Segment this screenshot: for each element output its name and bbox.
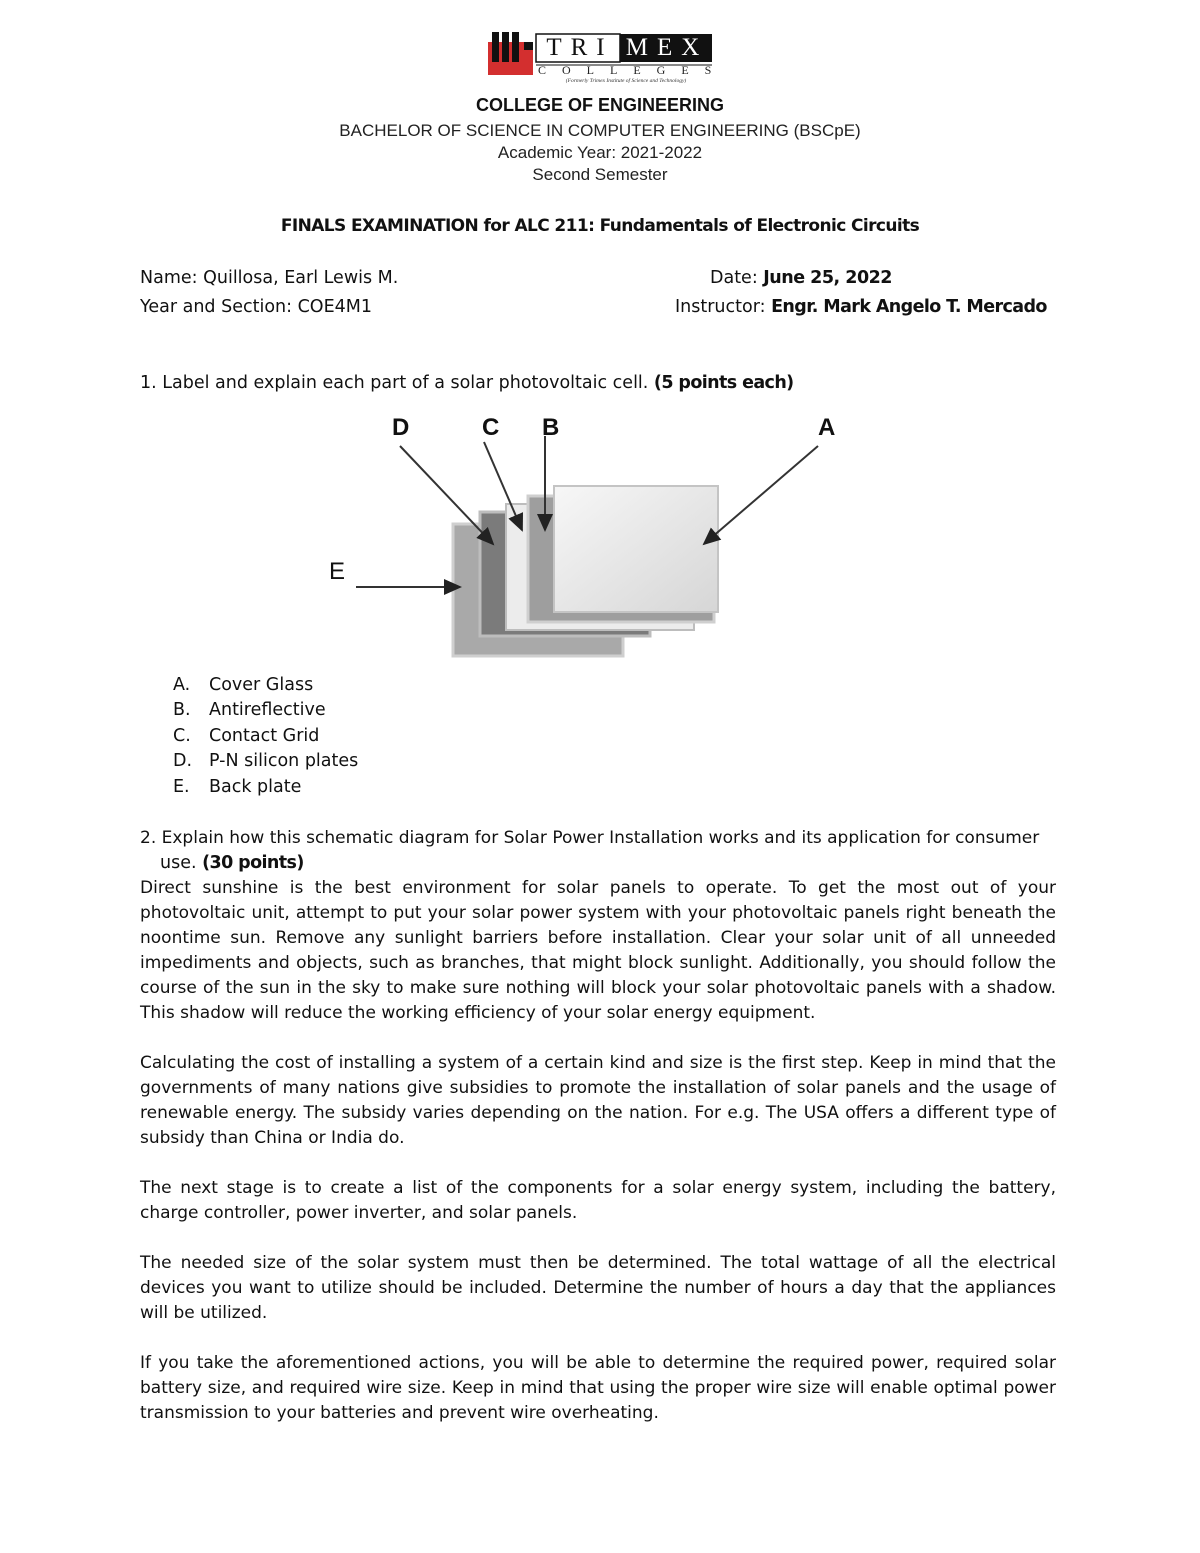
answer-item <box>173 777 301 797</box>
program-heading: BACHELOR OF SCIENCE IN COMPUTER ENGINEERING (BSCpE) <box>339 121 861 140</box>
solar-cell-diagram <box>320 412 860 662</box>
semester: Second Semester <box>532 165 668 184</box>
question-2-points: (30 points) <box>202 853 304 873</box>
answer-paragraph: Direct sunshine is the best environment for solar panels to operate. To get the most out of your photovoltaic unit, attempt to put your solar power system with your photovoltaic panels right beneath the noontime sun. Remove any sunlight barriers before installation. Clear your solar unit of all unneeded impediments and objects, such as branches, that might block sunlight. Additionally, you should follow the course of the sun in the sky to make sure nothing will block your solar photovoltaic panels with a shadow. This shadow will reduce the working efficiency of your solar energy equipment. <box>140 878 1056 1023</box>
exam-title: FINALS EXAMINATION for ALC 211: Fundamentals of Electronic Circuits <box>280 216 920 236</box>
question-1-text: 1. Label and explain each part of a solar photovoltaic cell. <box>140 373 654 393</box>
answer-text: Cover Glass <box>209 675 314 695</box>
answer-paragraph: The needed size of the solar system must then be determined. The total wattage of all the electrical devices you want to utilize should be included. Determine the number of hours a day that the appliances will be utilized. <box>140 1253 1056 1323</box>
arrow-a <box>704 446 818 544</box>
date-value: June 25, 2022 <box>763 268 892 288</box>
answer-item <box>173 726 319 746</box>
answer-letter: D. <box>173 751 193 771</box>
answer-paragraph: The next stage is to create a list of the components for a solar energy system, including the battery, charge controller, power inverter, and solar panels. <box>140 1178 1056 1223</box>
question-1 <box>140 373 794 393</box>
diagram-label-a: A <box>818 414 836 441</box>
college-heading: COLLEGE OF ENGINEERING <box>475 95 725 115</box>
answer-text: Contact Grid <box>209 726 320 746</box>
diagram-label-b: B <box>542 414 560 441</box>
arrow-d <box>400 446 493 544</box>
answer-text: Antireflective <box>209 700 326 720</box>
answer-paragraph: If you take the aforementioned actions, you will be able to determine the required power, required solar battery size, and required wire size. Keep in mind that using the proper wire size will enable optimal power transmission to your batteries and prevent wire overheating. <box>140 1353 1056 1423</box>
diagram-label-e: E <box>329 558 346 585</box>
answer-item <box>173 675 313 695</box>
question-2-line2 <box>160 853 304 873</box>
logo-name-tri: TRI <box>546 34 614 61</box>
instructor-value: Engr. Mark Angelo T. Mercado <box>771 297 1047 317</box>
student-name-line <box>140 268 398 288</box>
instructor-label: Instructor: <box>675 297 772 317</box>
logo-tagline: (Formerly Trimex Institute of Science and Technology) <box>565 78 687 84</box>
section-line <box>140 297 372 317</box>
answer-letter: A. <box>173 675 191 695</box>
cover-glass-layer <box>554 486 718 612</box>
question-2-line1: 2. Explain how this schematic diagram for Solar Power Installation works and its application for consumer <box>140 828 1040 848</box>
academic-year: Academic Year: 2021-2022 <box>497 143 703 162</box>
answer-letter: E. <box>173 777 190 797</box>
question-1-points: (5 points each) <box>653 373 794 393</box>
college-logo <box>488 32 728 88</box>
answer-paragraph: Calculating the cost of installing a system of a certain kind and size is the first step. Keep in mind that the governments of many nations give subsidies to promote the installation of solar panels and the usage of renewable energy. The subsidy varies depending on the nation. For e.g. The USA offers a different type of subsidy than China or India do. <box>140 1053 1056 1148</box>
section-value: COE4M1 <box>297 297 372 317</box>
answer-item <box>173 751 358 771</box>
date-line <box>710 268 892 288</box>
answer-item <box>173 700 326 720</box>
instructor-line <box>675 297 1047 317</box>
date-label: Date: <box>710 268 764 288</box>
diagram-label-c: C <box>482 414 500 441</box>
section-label: Year and Section: <box>140 297 298 317</box>
answer-text: Back plate <box>209 777 302 797</box>
logo-colleges: COLLEGES <box>538 63 728 77</box>
answer-letter: B. <box>173 700 191 720</box>
name-label: Name: <box>140 268 204 288</box>
name-value: Quillosa, Earl Lewis M. <box>203 268 399 288</box>
question-2-use: use. <box>160 853 203 873</box>
answer-text: P-N silicon plates <box>209 751 359 771</box>
diagram-label-d: D <box>392 414 410 441</box>
logo-name-mex: MEX <box>625 34 709 61</box>
answer-letter: C. <box>173 726 191 746</box>
